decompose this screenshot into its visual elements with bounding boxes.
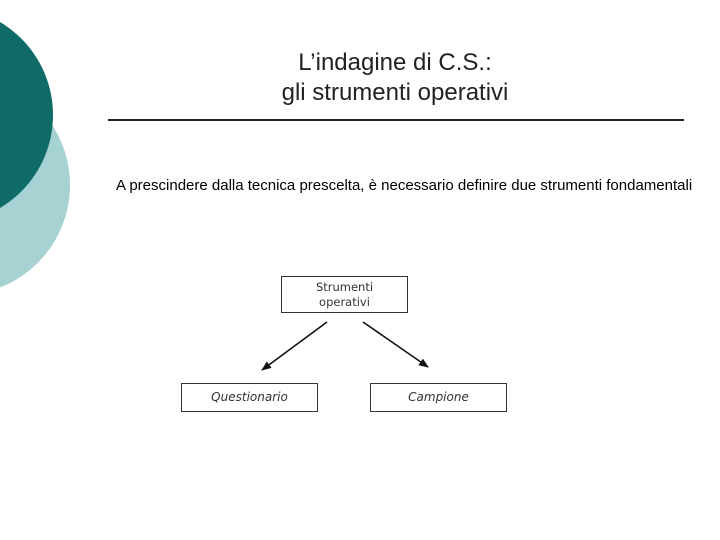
arrow-to-campione [363,322,428,367]
root-node-line-2: operativi [319,295,370,309]
slide-title [180,48,610,108]
decorative-circles [0,0,80,300]
arrow-to-questionario [262,322,327,370]
title-divider [108,119,684,121]
title-line-1: L’indagine di C.S.: [298,49,492,76]
root-node-strumenti-operativi [281,276,408,313]
child-node-campione: Campione [370,383,507,412]
child-node-questionario: Questionario [181,383,318,412]
intro-paragraph: A prescindere dalla tecnica prescelta, è necessario definire due strumenti fondamentali [116,177,693,194]
root-node-line-1: Strumenti [315,280,374,294]
title-line-2: gli strumenti operativi [281,79,509,106]
